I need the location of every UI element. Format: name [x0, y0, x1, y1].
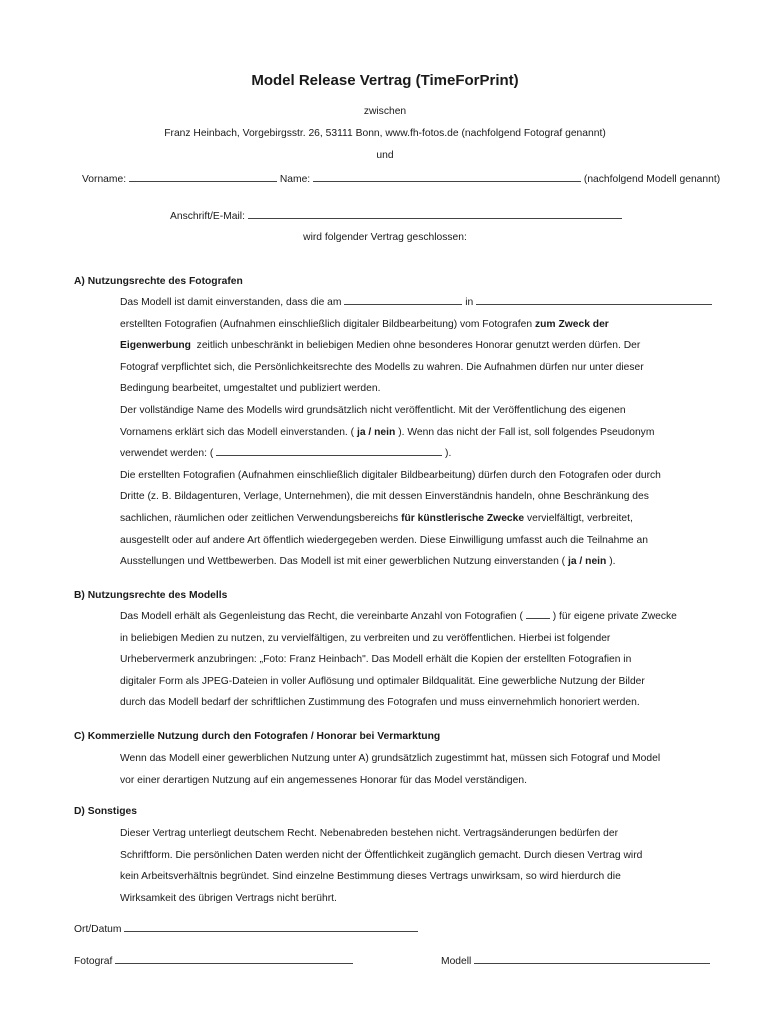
photographer-signature-label: Fotograf — [74, 956, 113, 967]
section-d-line: Dieser Vertrag unterliegt deutschem Recht. Nebenabreden bestehen nicht. Vertragsänderungen bedürfen der — [120, 828, 619, 839]
address-row — [170, 209, 622, 222]
vorname-field[interactable] — [129, 172, 277, 182]
place-date-row — [74, 922, 418, 935]
section-a-line: Eigenwerbung zeitlich unbeschränkt in beliebigen Medien ohne besonderes Honorar genutzt werden dürfen. Der — [120, 340, 641, 352]
section-a-line: verwendet werden: ( ). — [120, 448, 452, 460]
name-field[interactable] — [313, 172, 581, 182]
section-a-line: erstellten Fotografien (Aufnahmen einschließlich digitaler Bildbearbeitung) vom Fotografen zum Zweck der — [120, 318, 609, 330]
section-d-body — [120, 823, 735, 909]
section-a-line: Der vollständige Name des Modells wird grundsätzlich nicht veröffentlicht. Mit der Veröffentlichung des eigenen — [120, 404, 626, 416]
name-label: Name: — [279, 174, 311, 185]
section-a-body — [120, 292, 735, 573]
model-name-row — [82, 172, 720, 185]
section-b-line: durch das Modell bedarf der schriftlichen Zustimmung des Fotografen und muss einvernehmlich honoriert werden. — [120, 697, 640, 709]
section-a-line: Ausstellungen und Wettbewerben. Das Modell ist mit einer gewerblichen Nutzung einverstanden ( ja / nein ). — [120, 556, 616, 568]
section-a-line: Die erstellten Fotografien (Aufnahmen einschließlich digitaler Bildbearbeitung) dürfen durch den Fotografen oder durch — [120, 469, 661, 481]
model-signature-row — [441, 954, 710, 967]
section-a-line: Fotograf verpflichtet sich, die Persönlichkeitsrechte des Modells zu wahren. Die Aufnahmen dürfen nur unter dieser — [120, 361, 644, 373]
section-d-line: Schriftform. Die persönlichen Daten werden nicht der Öffentlichkeit zugänglich gemacht. Durch diesen Vertrag wird — [120, 849, 643, 861]
section-c-heading: C) Kommerzielle Nutzung durch den Fotografen / Honorar bei Vermarktung — [74, 731, 441, 742]
section-c-line: vor einer derartigen Nutzung auf ein angemessenes Honorar für das Model verständigen. — [120, 774, 527, 786]
section-c-body — [120, 748, 735, 791]
section-d-line: Wirksamkeit des übrigen Vertrags nicht berührt. — [120, 892, 337, 904]
model-suffix: (nachfolgend Modell genannt) — [583, 174, 721, 185]
address-label: Anschrift/E-Mail: — [170, 211, 245, 222]
vorname-label: Vorname: — [82, 174, 127, 185]
place-date-label: Ort/Datum — [74, 924, 122, 935]
section-a-heading: A) Nutzungsrechte des Fotografen — [74, 276, 243, 287]
section-d-heading: D) Sonstiges — [74, 806, 137, 817]
document-title: Model Release Vertrag (TimeForPrint) — [251, 72, 519, 89]
model-signature-field[interactable] — [474, 954, 710, 964]
section-a-line: Bedingung bearbeitet, umgestaltet und publiziert werden. — [120, 383, 381, 395]
photographer-signature-field[interactable] — [115, 954, 353, 964]
section-b-line: in beliebigen Medien zu nutzen, zu vervielfältigen, zu verbreiten und zu veröffentlichen. Hierbei ist folgender — [120, 632, 611, 644]
section-d-line: kein Arbeitsverhältnis begründet. Sind einzelne Bestimmung dieses Vertrags unwirksam, so wird hierdurch die — [120, 871, 621, 883]
section-b-line: Urhebervermerk anzubringen: „Foto: Franz Heinbach". Das Modell erhält die Kopien der erstellten Fotografien in — [120, 654, 632, 666]
place-date-field[interactable] — [124, 922, 418, 932]
section-b-body — [120, 606, 735, 714]
section-b-line: digitaler Form als JPEG-Dateien in voller Auflösung und optimaler Bildqualität. Eine gewerbliche Nutzung der Bilder — [120, 675, 645, 687]
location-field[interactable] — [476, 295, 712, 305]
address-field[interactable] — [248, 209, 622, 219]
section-c-line: Wenn das Modell einer gewerblichen Nutzung unter A) grundsätzlich zugestimmt hat, müssen sich Fotograf und Model — [120, 753, 661, 764]
section-a-line: Das Modell ist damit einverstanden, dass die am in — [120, 292, 735, 314]
model-signature-label: Modell — [441, 956, 472, 967]
section-b-heading: B) Nutzungsrechte des Modells — [74, 590, 228, 601]
section-b-line: Das Modell erhält als Gegenleistung das Recht, die vereinbarte Anzahl von Fotografien ( ) für eigene private Zwecke — [120, 611, 677, 622]
section-a-line: ausgestellt oder auf andere Art öffentlich wiedergegeben werden. Diese Einwilligung umfasst auch die Teilnahme an — [120, 534, 648, 546]
photographer-line: Franz Heinbach, Vorgebirgsstr. 26, 53111 Bonn, www.fh-fotos.de (nachfolgend Fotograf genannt) — [164, 128, 606, 139]
photographer-signature-row — [74, 954, 353, 967]
photo-count-field[interactable] — [526, 609, 550, 619]
and-text: und — [376, 150, 394, 161]
between-text: zwischen — [363, 106, 407, 117]
date-field[interactable] — [344, 295, 462, 305]
contract-intro: wird folgender Vertrag geschlossen: — [303, 232, 467, 243]
pseudonym-field[interactable] — [216, 446, 442, 456]
section-a-line: sachlichen, räumlichen oder zeitlichen Verwendungsbereichs für künstlerische Zwecke vervielfältigt, verbreitet, — [120, 512, 633, 524]
section-a-line: Dritte (z. B. Bildagenturen, Verlage, Unternehmen), die mit dessen Einverständnis handeln, ohne Beschränkung des — [120, 491, 649, 503]
section-a-line: Vornamens erklärt sich das Modell einverstanden. ( ja / nein ). Wenn das nicht der Fall ist, soll folgendes Pseudonym — [120, 426, 655, 438]
